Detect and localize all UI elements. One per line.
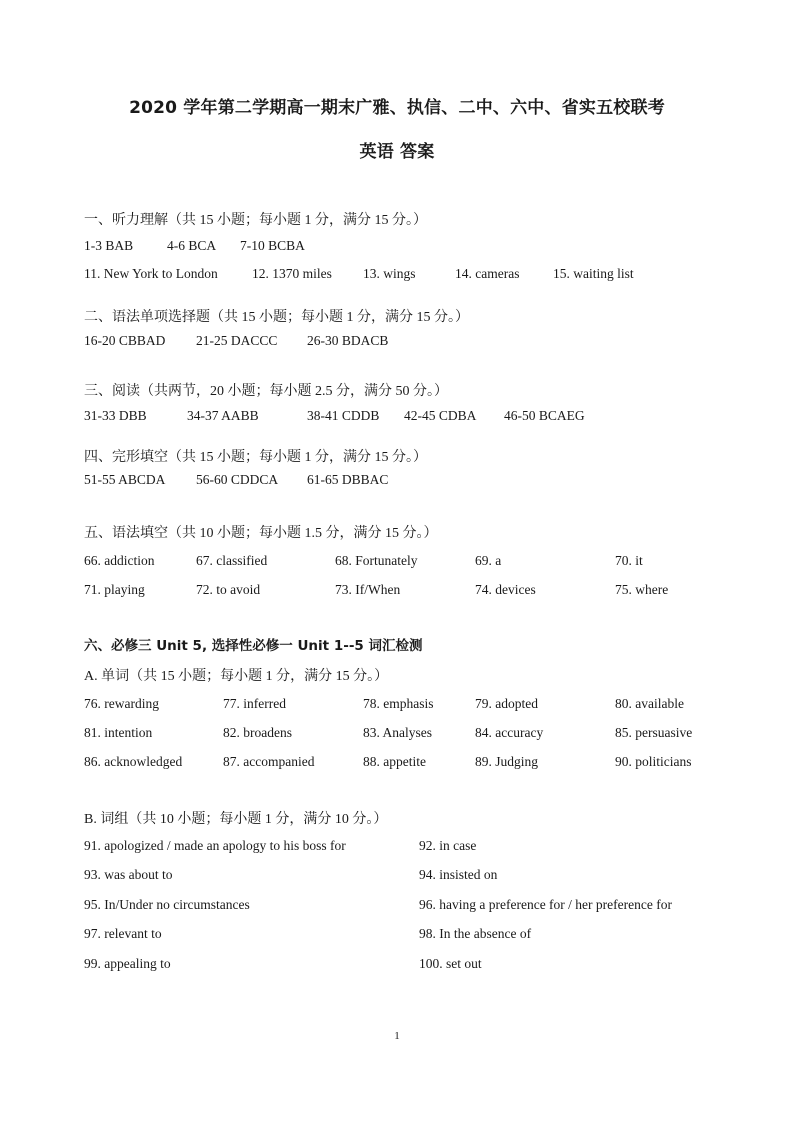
answer-item: 75. where	[615, 582, 669, 597]
answer-row	[0, 582, 794, 600]
answer-row	[0, 696, 794, 714]
answer-item: 31-33 DBB	[84, 408, 147, 423]
answer-item: 34-37 AABB	[187, 408, 259, 423]
answer-item: 94. insisted on	[419, 867, 498, 882]
answer-item: 81. intention	[84, 725, 153, 740]
answer-item: 15. waiting list	[553, 266, 634, 281]
section-heading-grammar-fill: 五、语法填空（共 10 小题；每小题 1.5 分，满分 15 分。）	[84, 526, 438, 541]
answer-item: 69. a	[475, 553, 502, 568]
answer-item: 68. Fortunately	[335, 553, 418, 568]
answer-item: 82. broadens	[223, 725, 292, 740]
answer-item: 4-6 BCA	[167, 238, 217, 253]
page-title: 2020 学年第二学期高一期末广雅、执信、二中、六中、省实五校联考	[129, 98, 665, 118]
answer-item: 16-20 CBBAD	[84, 333, 166, 348]
answer-item: 70. it	[615, 553, 643, 568]
answer-item: 12. 1370 miles	[252, 266, 332, 281]
answer-item: 11. New York to London	[84, 266, 218, 281]
answer-item: 84. accuracy	[475, 725, 544, 740]
answer-item: 80. available	[615, 696, 684, 711]
answer-row	[0, 926, 794, 944]
answer-row	[0, 867, 794, 885]
answer-item: 78. emphasis	[363, 696, 434, 711]
answer-item: 74. devices	[475, 582, 536, 597]
answer-item: 96. having a preference for / her preference for	[419, 897, 672, 912]
section-heading-listening: 一、听力理解（共 15 小题；每小题 1 分，满分 15 分。）	[84, 213, 427, 228]
answer-item: 1-3 BAB	[84, 238, 134, 253]
answer-item: 97. relevant to	[84, 926, 162, 941]
page-number: 1	[394, 1030, 400, 1042]
answer-item: 56-60 CDDCA	[196, 472, 279, 487]
answer-item: 91. apologized / made an apology to his boss for	[84, 838, 346, 853]
answer-row	[0, 333, 794, 351]
answer-item: 26-30 BDACB	[307, 333, 389, 348]
answer-row	[0, 472, 794, 490]
section-heading-reading: 三、阅读（共两节，20 小题；每小题 2.5 分，满分 50 分。）	[84, 384, 448, 399]
answer-row	[0, 897, 794, 915]
answer-item: 61-65 DBBAC	[307, 472, 389, 487]
answer-row	[0, 838, 794, 856]
answer-row	[0, 266, 794, 284]
answer-item: 77. inferred	[223, 696, 286, 711]
answer-item: 51-55 ABCDA	[84, 472, 166, 487]
answer-item: 100. set out	[419, 956, 482, 971]
answer-item: 87. accompanied	[223, 754, 315, 769]
answer-row	[0, 956, 794, 974]
section-heading-grammar-choice: 二、语法单项选择题（共 15 小题；每小题 1 分，满分 15 分。）	[84, 310, 469, 325]
answer-item: 13. wings	[363, 266, 416, 281]
answer-row	[0, 725, 794, 743]
answer-item: 83. Analyses	[363, 725, 432, 740]
answer-item: 92. in case	[419, 838, 477, 853]
answer-item: 85. persuasive	[615, 725, 693, 740]
page-subtitle: 英语 答案	[359, 142, 435, 162]
answer-item: 73. If/When	[335, 582, 401, 597]
answer-item: 89. Judging	[475, 754, 539, 769]
answer-item: 38-41 CDDB	[307, 408, 380, 423]
answer-item: 86. acknowledged	[84, 754, 183, 769]
answer-item: 88. appetite	[363, 754, 426, 769]
answer-item: 98. In the absence of	[419, 926, 532, 941]
answer-item: 76. rewarding	[84, 696, 159, 711]
answer-item: 72. to avoid	[196, 582, 261, 597]
answer-item: 66. addiction	[84, 553, 155, 568]
answer-item: 95. In/Under no circumstances	[84, 897, 250, 912]
section-heading-vocabulary: 六、必修三 Unit 5, 选择性必修一 Unit 1--5 词汇检测	[84, 638, 423, 654]
answer-item: 46-50 BCAEG	[504, 408, 585, 423]
answer-item: 21-25 DACCC	[196, 333, 278, 348]
answer-item: 79. adopted	[475, 696, 538, 711]
answer-row	[0, 408, 794, 426]
answer-row	[0, 754, 794, 772]
answer-row	[0, 238, 794, 256]
section-heading-cloze: 四、完形填空（共 15 小题；每小题 1 分，满分 15 分。）	[84, 450, 427, 465]
answer-item: 90. politicians	[615, 754, 692, 769]
answer-item: 99. appealing to	[84, 956, 171, 971]
answer-item: 42-45 CDBA	[404, 408, 477, 423]
subsection-heading-phrases: B. 词组（共 10 小题；每小题 1 分，满分 10 分。）	[84, 812, 388, 827]
answer-item: 14. cameras	[455, 266, 520, 281]
answer-item: 93. was about to	[84, 867, 173, 882]
answer-item: 7-10 BCBA	[240, 238, 305, 253]
answer-item: 67. classified	[196, 553, 268, 568]
answer-row	[0, 553, 794, 571]
answer-item: 71. playing	[84, 582, 145, 597]
subsection-heading-words: A. 单词（共 15 小题；每小题 1 分，满分 15 分。）	[84, 669, 389, 684]
